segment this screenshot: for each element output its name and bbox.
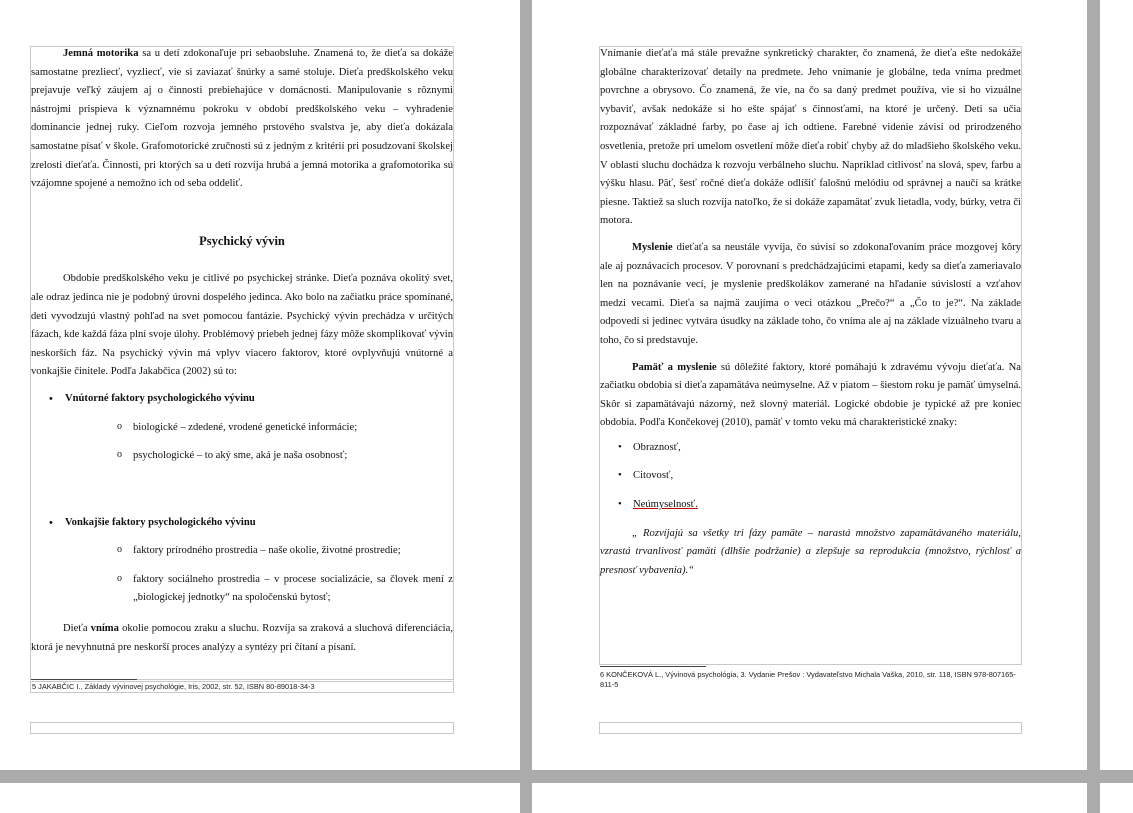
section-heading: Psychický vývin [199, 233, 285, 248]
list-item: • Obraznosť, [600, 439, 1021, 458]
right-page-body [600, 45, 1021, 580]
intro-paragraph: Obdobie predškolského veku je citlivé po psychickej stránke. Dieťa poznáva okolitý svet, ale odraz jedinca nie je podobný úrovni dospelého jedinca. Ako bolo na začiatku práce spomínané, deti vyvodzujú vlastný pohľad na svet pomocou fantázie. Psychický vývin prechádza v určitých fázach, kde každá fáza plní svoje úlohy. Problémový priebeh jednej fázy môže skomplikovať vývin neskorších fáz. Na psychický vývin má vplyv viacero faktorov, ktoré ovplyvňujú vnútorné a vonkajšie činitele. Podľa Jakabčica (2002) sú to: [31, 273, 453, 378]
list-item: • Neúmyselnosť. [600, 496, 1021, 515]
footnote-separator [600, 666, 706, 667]
footer-frame [599, 722, 1022, 734]
memory-traits-list [600, 439, 1021, 515]
memory-paragraph: Pamäť a myslenie sú dôležité faktory, ktoré pomáhajú k zdravému vývoju dieťaťa. Na začiatku obdobia si dieťa zapamätáva neúmyselne. Až v piatom – šiestom roku je pamäť úmyselná. Skôr si zapamätávajú názorný, než slovný materiál. Logické obdobie je typické až pre koniec obdobia. Podľa Končekovej (2010), pamäť v tomto veku má charakteristické znaky: [600, 361, 1021, 429]
list-item: o faktory prírodného prostredia – naše okolie, životné prostredie; [65, 542, 453, 561]
list-item: o psychologické – to aký sme, aká je naša osobnosť; [65, 447, 453, 466]
document-page-below-right [532, 783, 1087, 813]
left-page-body [31, 45, 453, 657]
thinking-paragraph: Myslenie dieťaťa sa neustále vyvíja, čo súvisí so zdokonaľovaním práce mozgovej kôry ale aj poznávacích procesov. V porovnaní s predchádzajúcimi etapami, kedy sa dieťa zameriavalo len na poznávanie vecí, je myslenie predškolákov zamerané na hľadanie súvislostí a vzťahov medzi vecami. Dieťa sa najmä zaujíma o veci otázkou „Prečo?“ a „Čo to je?“. Na základe odpovedí si jedinec vytvára úsudky na základe toho, čo vníma ale aj na základe vizuálneho tvaru a toho, čo si predstavuje. [600, 241, 1021, 346]
perception-paragraph: Vnímanie dieťaťa má stále prevažne synkretický charakter, čo znamená, že dieťa ešte nedokáže globálne charakterizovať detaily na predmete. Jeho vnímanie je globálne, teda vníma predmet povrchne a obrysovo. Čo znamená, že vie, na čo sa daný predmet používa, vie si ho vizuálne vybaviť, avšak nedokáže si ho ešte spájať s činnosťami, na ktoré je určený. Deti sa učia rozpoznávať základné farby, po čase aj ich odtiene. Farebné videnie závisí od prirodzeného osvetlenia, pretože pri umelom osvetlení môže dieťa robiť chyby až do mladšieho školského veku. V oblasti sluchu dochádza k rozvoju verbálneho sluchu. Napríklad citlivosť na slová, spev, farbu a výšku hlasu. Päť, šesť ročné dieťa dokáže odlíšiť falošnú melódiu od správnej a naučí sa krátke piesne. Taktiež sa sluch rozvíja natoľko, že si dokáže zapamätať zvuk lietadla, vody, búrky, vetra či motora. [600, 48, 1021, 227]
factors-list [31, 390, 453, 608]
document-page-left [0, 0, 520, 770]
document-page-next [1100, 0, 1133, 770]
list-item: • Citovosť, [600, 467, 1021, 486]
document-page-below-left [0, 783, 520, 813]
senses-paragraph: Dieťa vníma okolie pomocou zraku a sluchu. Rozvíja sa zraková a sluchová diferenciácia, ktorá je nevyhnutná pre neskorší proces analýzy a syntézy pri čítaní a písaní. [31, 623, 453, 653]
document-page-right [532, 0, 1087, 770]
document-page-below-next [1100, 783, 1133, 813]
fine-motor-paragraph: Jemná motorika sa u detí zdokonaľuje pri sebaobsluhe. Znamená to, že dieťa sa dokáže samostatne prezliecť, vyzliecť, vie si zaviazať šnúrky a samé stoluje. Dieťa predškolského veku prejavuje veľký záujem aj o činnosti prebiehajúce v domácnosti. Manipulovanie s rôznymi nástrojmi prispieva k významnému pokroku v období predškolského veku – vyhradenie dominancie jednej ruky. Cieľom rozvoja jemného prstového svalstva je, aby dieťa dokázala samostatne písať v škole. Grafomotorické zručnosti sú z jedným z kritérií pri posudzovaní školskej zrelosti dieťaťa. Činnosti, pri ktorých sa u detí rozvíja hrubá a jemná motorika a grafomotorika sú vzájomne spojené a nemožno ich od seba oddeliť. [31, 48, 453, 190]
footnote-5: 5 JAKABČIC I., Základy vývinovej psychológie, Iris, 2002, str. 52, ISBN 80-89018-34-3 [32, 682, 315, 691]
list-item: o biologické – zdedené, vrodené genetické informácie; [65, 419, 453, 438]
memory-quote: „ Rozvíjajú sa všetky tri fázy pamäte – narastá množstvo zapamätávaného materiálu, vzrastá trvanlivosť pamäti (dlhšie podržanie) a zlepšuje sa reprodukcia (množstvo, rýchlosť a presnosť vybavenia).“ [600, 527, 1021, 576]
factor-group-internal: • Vnútorné faktory psychologického vývinu o biologické – zdedené, vrodené genetické informácie; o psychologické – to aký sme, aká je naša osobnosť; [31, 390, 453, 502]
footnote-separator [31, 679, 137, 680]
list-item: o faktory sociálneho prostredia – v procese socializácie, sa človek mení z „biologickej jednotky“ na spoločenskú bytosť; [65, 571, 453, 608]
footnote-6: 6 KONČEKOVÁ L., Vývinová psychológia, 3. Vydanie Prešov : Vydavateľstvo Michala Vaška, 2010, str. 118, ISBN 978-807165-811-5 [600, 670, 1016, 689]
factor-group-external: • Vonkajšie faktory psychologického vývinu o faktory prírodného prostredia – naše okolie, životné prostredie; o faktory sociálneho prostredia – v procese socializácie, sa človek mení z „biologickej jednotky“ na spoločenskú bytosť; [31, 514, 453, 608]
footer-frame [30, 722, 454, 734]
